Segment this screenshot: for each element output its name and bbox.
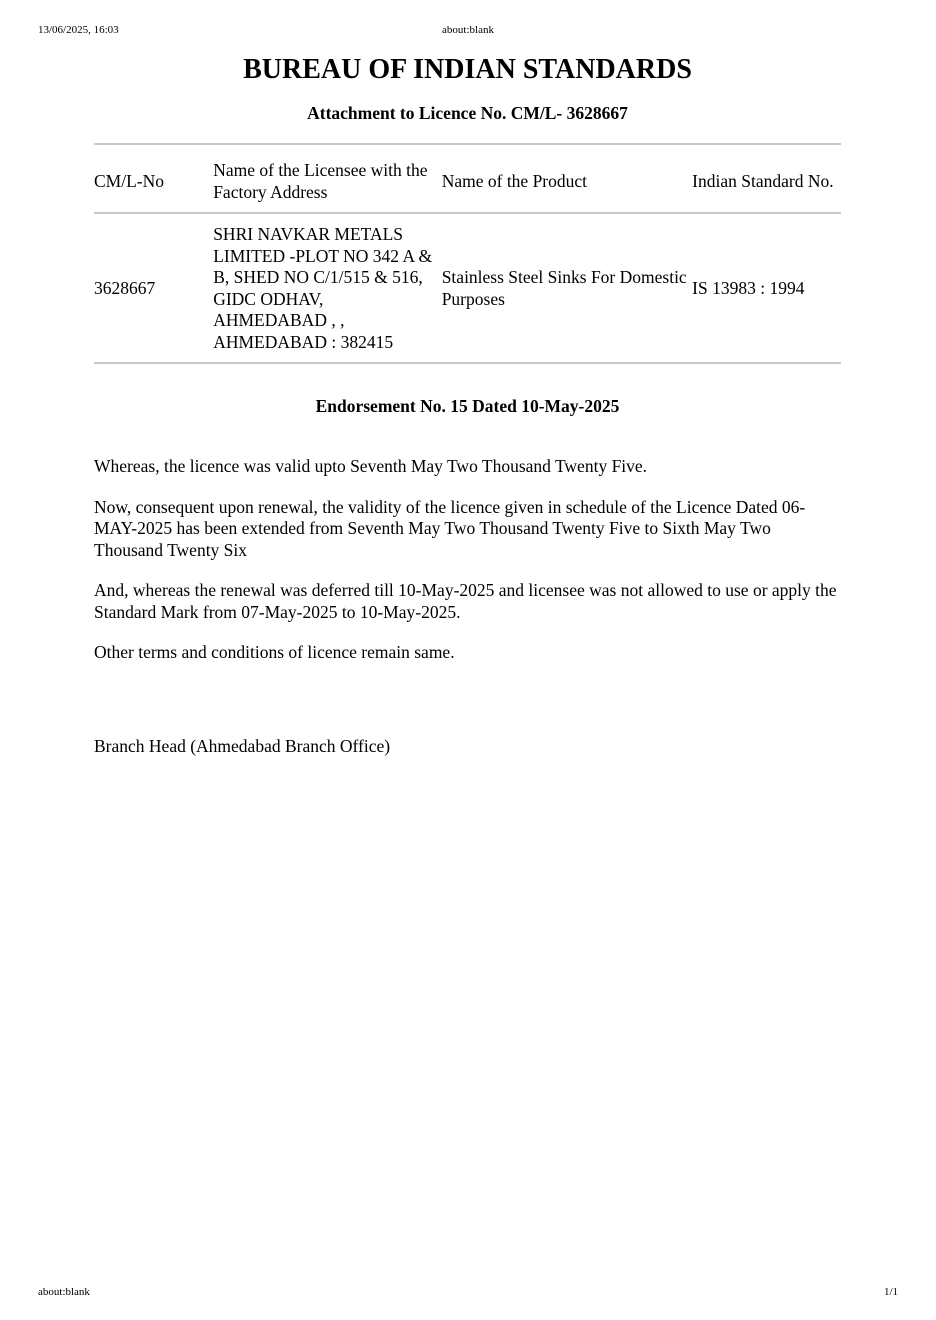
cell-cml-no: 3628667 <box>94 213 213 363</box>
page-number: 1/1 <box>883 1286 898 1298</box>
header-product: Name of the Product <box>442 144 692 213</box>
print-url: about:blank <box>38 1286 90 1298</box>
cell-product: Stainless Steel Sinks For Domestic Purposes <box>442 213 692 363</box>
document-page <box>94 52 841 757</box>
signature-line: Branch Head (Ahmedabad Branch Office) <box>94 735 391 756</box>
licence-table <box>94 143 841 364</box>
paragraph-validity: Whereas, the licence was valid upto Seventh May Two Thousand Twenty Five. <box>94 456 648 476</box>
table-row <box>94 213 841 363</box>
cell-standard: IS 13983 : 1994 <box>692 213 841 363</box>
attachment-subtitle: Attachment to Licence No. CM/L- 3628667 <box>307 103 628 123</box>
header-standard: Indian Standard No. <box>692 144 841 213</box>
endorsement-body <box>94 456 841 664</box>
header-licensee: Name of the Licensee with the Factory Address <box>213 144 442 213</box>
paragraph-renewal: Now, consequent upon renewal, the validity of the licence given in schedule of the Licence Dated 06-MAY-2025 has been extended from Seventh May Two Thousand Twenty Five to Sixth May Two Thousand Twenty Six <box>94 496 806 560</box>
endorsement-heading: Endorsement No. 15 Dated 10-May-2025 <box>315 396 620 416</box>
print-title: about:blank <box>442 24 494 36</box>
paragraph-terms: Other terms and conditions of licence remain same. <box>94 642 455 662</box>
paragraph-deferral: And, whereas the renewal was deferred till 10-May-2025 and licensee was not allowed to use or apply the Standard Mark from 07-May-2025 to 10-May-2025. <box>94 580 837 622</box>
table-header-row <box>94 144 841 213</box>
cell-licensee: SHRI NAVKAR METALS LIMITED -PLOT NO 342 A & B, SHED NO C/1/515 & 516, GIDC ODHAV, AHMEDABAD , , AHMEDABAD : 382415 <box>213 213 442 363</box>
print-datetime: 13/06/2025, 16:03 <box>38 24 119 36</box>
organization-title: BUREAU OF INDIAN STANDARDS <box>243 54 692 85</box>
header-cml-no: CM/L-No <box>94 144 213 213</box>
